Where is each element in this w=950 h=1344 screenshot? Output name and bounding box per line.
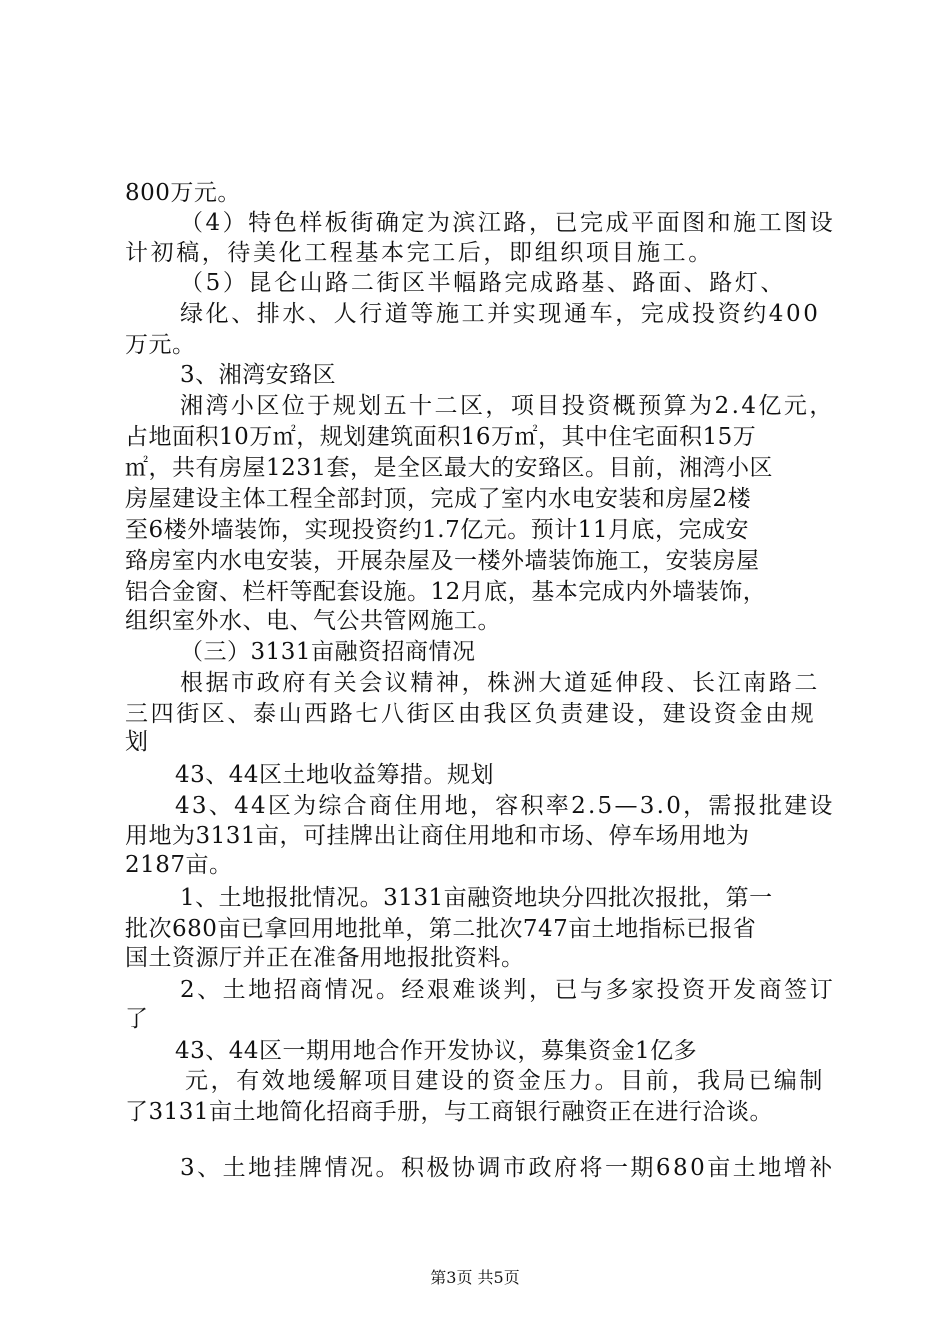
- paragraph-line: 绿化、排水、人行道等施工并实现通车，完成投资约400: [180, 301, 821, 327]
- paragraph-line: 43、44区为综合商住用地，容积率2.5—3.0，需报批建设: [175, 793, 835, 819]
- section-heading: （三）3131亩融资招商情况: [180, 639, 476, 665]
- paragraph-line: 三四街区、泰山西路七八街区由我区负责建设，建设资金由规: [125, 701, 817, 727]
- paragraph-line: （5）昆仑山路二街区半幅路完成路基、路面、路灯、: [180, 270, 787, 296]
- paragraph-line: 了: [125, 1006, 149, 1032]
- paragraph-line: 元，有效地缓解项目建设的资金压力。目前，我局已编制: [185, 1068, 825, 1094]
- paragraph-line: 批次680亩已拿回用地批单，第二批次747亩土地指标已报省: [125, 916, 757, 942]
- paragraph-line: 43、44区一期用地合作开发协议，募集资金1亿多: [175, 1038, 698, 1064]
- paragraph-line: 1、土地报批情况。3131亩融资地块分四批次报批，第一: [180, 885, 773, 911]
- paragraph-line: 3、土地挂牌情况。积极协调市政府将一期680亩土地增补: [180, 1155, 835, 1181]
- paragraph-line: 万元。: [125, 332, 196, 358]
- paragraph-line: 划: [125, 729, 149, 755]
- paragraph-line: 湘湾小区位于规划五十二区，项目投资概预算为2.4亿元，: [180, 393, 835, 419]
- paragraph-line: 800万元。: [125, 180, 241, 206]
- paragraph-line: 房屋建设主体工程全部封顶，完成了室内水电安装和房屋2楼: [125, 486, 752, 512]
- paragraph-line: 国土资源厅并正在准备用地报批资料。: [125, 945, 525, 971]
- paragraph-line: 2、土地招商情况。经艰难谈判，已与多家投资开发商签订: [180, 977, 836, 1003]
- paragraph-line: 计初稿，待美化工程基本完工后，即组织项目施工。: [125, 240, 714, 266]
- paragraph-line: 43、44区土地收益筹措。规划: [175, 762, 495, 788]
- paragraph-line: 臵房室内水电安装，开展杂屋及一楼外墙装饰施工，安装房屋: [125, 548, 760, 574]
- paragraph-line: 占地面积10万㎡，规划建筑面积16万㎡，其中住宅面积15万: [125, 424, 757, 450]
- paragraph-line: 铝合金窗、栏杆等配套设施。12月底，基本完成内外墙装饰，: [125, 579, 767, 605]
- page-footer: 第3页 共5页: [430, 1268, 520, 1287]
- paragraph-line: （4）特色样板街确定为滨江路，已完成平面图和施工图设: [180, 210, 836, 236]
- paragraph-line: ㎡，共有房屋1231套，是全区最大的安臵区。目前，湘湾小区: [125, 455, 774, 481]
- paragraph-line: 了3131亩土地简化招商手册，与工商银行融资正在进行洽谈。: [125, 1099, 774, 1125]
- paragraph-line: 根据市政府有关会议精神，株洲大道延伸段、长江南路二: [180, 670, 820, 696]
- section-heading: 3、湘湾安臵区: [180, 362, 337, 388]
- paragraph-line: 至6楼外墙装饰，实现投资约1.7亿元。预计11月底，完成安: [125, 517, 749, 543]
- paragraph-line: 2187亩。: [125, 852, 233, 878]
- paragraph-line: 组织室外水、电、气公共管网施工。: [125, 608, 501, 634]
- paragraph-line: 用地为3131亩，可挂牌出让商住用地和市场、停车场用地为: [125, 823, 750, 849]
